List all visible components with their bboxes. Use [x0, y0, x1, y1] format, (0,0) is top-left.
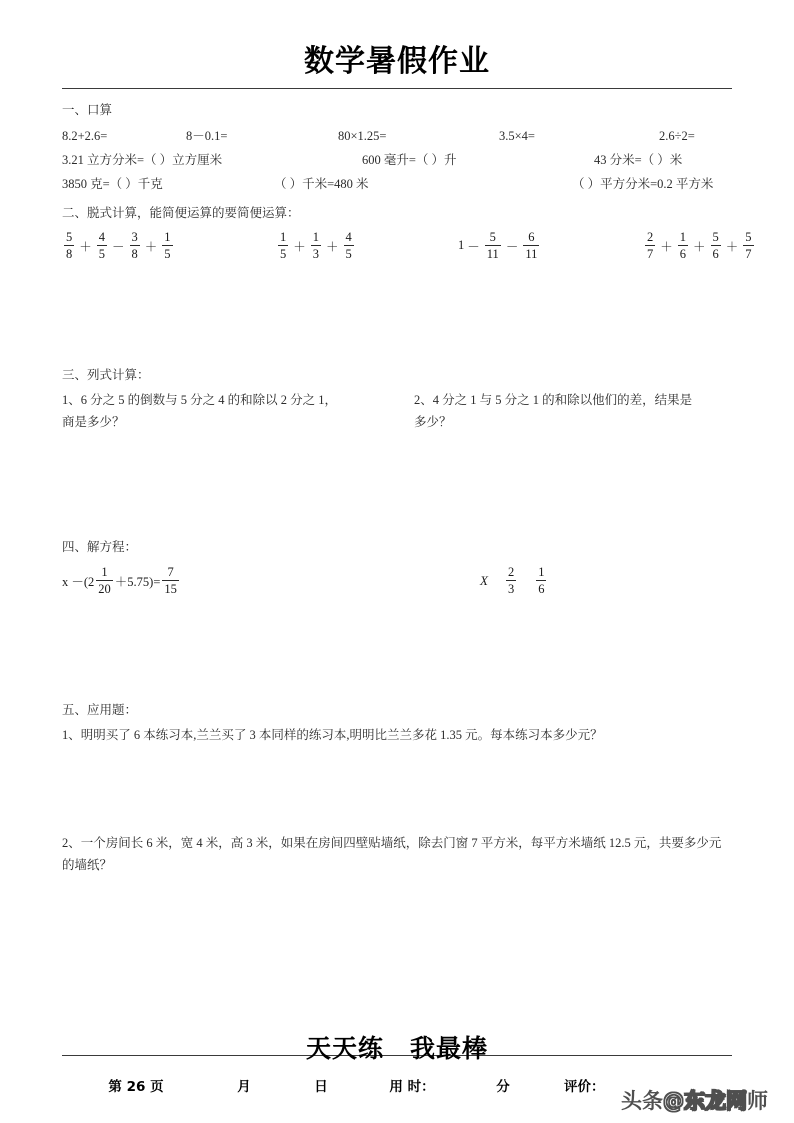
footer-slogan: [62, 1029, 732, 1065]
word-problem-2: 2、一个房间长 6 米，宽 4 米，高 3 米，如果在房间四壁贴墙纸，除去门窗 7 平方米，每平方米墙纸 12.5 元，共要多少元的墙纸？: [62, 836, 722, 872]
equation-2-fraction-2: [536, 565, 546, 596]
oral-item-2: 8－0.1=: [186, 129, 228, 143]
expr-1-op-2: ＋: [79, 239, 92, 254]
conversion-item-4: 3850 克=（ ）千克: [62, 176, 163, 191]
section3-q2-line1: 2、4 分之 1 与 5 分之 1 的和除以他们的差，结果是: [414, 393, 693, 408]
section3-question-1: [62, 390, 414, 433]
denominator: 5: [345, 247, 352, 262]
oral-item-5: 2.6÷2=: [659, 129, 695, 143]
footer-slogan-right: 我最棒: [410, 1034, 489, 1063]
numerator: 6: [523, 230, 539, 246]
answer-space-section3: [62, 433, 732, 537]
fraction-expressions-row: [62, 230, 752, 262]
numerator: 5: [745, 230, 752, 245]
denominator: 11: [486, 247, 499, 262]
expr-1-fraction-7: [162, 230, 172, 261]
section2-heading: 二、脱式计算，能简便运算的要简便运算：: [62, 206, 300, 221]
conversion-item-5: （ ）千米=480 米: [274, 176, 369, 191]
equation-1: [62, 565, 414, 596]
expr-2-fraction-5: [344, 230, 354, 261]
section3-questions: [62, 390, 732, 433]
numerator: 5: [66, 230, 73, 245]
section3-q2-line2: 多少？: [414, 414, 452, 429]
expr-3-plain-1: 1: [458, 238, 465, 253]
expr-2-fraction-3: [311, 230, 321, 261]
equation-1-mixed-fraction: [96, 565, 113, 596]
conversion-item-1: 3.21 立方分米=（ ）立方厘米: [62, 152, 223, 167]
equation-1-rhs-denominator: 15: [164, 582, 177, 597]
expr-3-op-4: －: [505, 239, 519, 254]
watermark: [621, 1085, 768, 1115]
numerator: 1: [164, 230, 171, 245]
denominator: 6: [679, 247, 687, 262]
denominator: 5: [280, 247, 287, 262]
watermark-at-icon: @: [663, 1089, 684, 1113]
numerator: 1: [312, 230, 320, 245]
watermark-prefix: 头条: [621, 1089, 663, 1113]
expr-1-fraction-1: [64, 230, 74, 261]
denominator: 3: [312, 247, 320, 262]
rating-label: 评价：: [564, 1079, 605, 1095]
section3-q1-line2: 商是多少？: [62, 414, 125, 429]
numerator: 4: [345, 230, 352, 245]
month-label: 月: [237, 1079, 251, 1095]
equation-2: [414, 565, 732, 596]
footer-banner: [62, 1029, 732, 1069]
denominator: 5: [164, 247, 171, 262]
expr-4-fraction-1: [645, 230, 655, 261]
word-problem-1: 1、明明买了 6 本练习本,兰兰买了 3 本同样的练习本,明明比兰兰多花 1.35 元。每本练习本多少元？: [62, 728, 603, 743]
numerator: 1: [280, 230, 287, 245]
numerator: 5: [485, 230, 501, 246]
expr-1-fraction-3: [97, 230, 107, 261]
expr-2-fraction-1: [278, 230, 288, 261]
denominator: 5: [98, 247, 106, 262]
expr-3-fraction-3: [485, 230, 501, 261]
equations-row: [62, 565, 732, 596]
section4-heading: 四、解方程：: [62, 540, 138, 555]
section3-q1-line1: 1、6 分之 5 的倒数与 5 分之 4 的和除以 2 分之 1，: [62, 393, 338, 408]
equation-1-lead: x －(2: [62, 574, 95, 589]
day-label: 日: [314, 1079, 328, 1095]
section3-heading: 三、列式计算：: [62, 368, 150, 383]
equation-1-rhs-fraction: [162, 565, 179, 596]
answer-space-problem1: [62, 747, 732, 833]
equation-1-mid: ＋5.75)=: [114, 574, 161, 589]
equation-2-fraction-2-denominator: 6: [538, 582, 545, 597]
oral-arithmetic-row: [62, 125, 732, 149]
equation-1-mixed-denominator: 20: [98, 582, 111, 597]
section1-heading: 一、口算: [62, 103, 113, 117]
denominator: 11: [525, 247, 538, 262]
equation-2-fraction-1-denominator: 3: [507, 582, 515, 597]
expr-4-fraction-5: [711, 230, 721, 261]
denominator: 8: [131, 247, 138, 262]
equation-1-rhs-numerator: 7: [162, 565, 179, 581]
oral-item-4: 3.5×4=: [499, 129, 535, 143]
conversion-item-6: （ ）平方分米=0.2 平方米: [572, 176, 714, 191]
expr-3-op-2: －: [467, 239, 480, 254]
unit-conversion-row-1: [62, 149, 732, 173]
page-title: 数学暑假作业: [304, 44, 490, 79]
denominator: 7: [745, 247, 752, 262]
expr-1-op-6: ＋: [144, 239, 158, 254]
equation-2-fraction-1: [506, 565, 516, 596]
answer-space-section2: [62, 261, 732, 365]
section5-heading: 五、应用题：: [62, 703, 138, 718]
equation-2-fraction-2-numerator: 1: [538, 565, 545, 580]
expr-2-op-2: ＋: [293, 239, 306, 254]
expr-4-op-6: ＋: [725, 239, 739, 254]
expr-1-op-4: －: [112, 239, 125, 254]
expr-4-fraction-3: [678, 230, 688, 261]
oral-item-3: 80×1.25=: [338, 129, 387, 143]
denominator: 6: [712, 247, 719, 262]
denominator: 8: [66, 247, 73, 262]
watermark-suffix: 师: [747, 1089, 768, 1113]
title-divider: [62, 88, 732, 89]
minute-label: 分: [496, 1079, 510, 1095]
fraction-expression-1: [62, 230, 276, 261]
footer-slogan-left: 天天练: [305, 1034, 384, 1063]
equation-2-variable: X: [480, 572, 488, 588]
expr-1-fraction-5: [130, 230, 140, 261]
oral-item-1: 8.2+2.6=: [62, 129, 108, 143]
answer-space-section4: [62, 596, 732, 700]
unit-conversion-row-2: [62, 173, 732, 197]
conversion-item-3: 43 分米=（ ）米: [594, 152, 683, 167]
expr-2-op-4: ＋: [326, 239, 339, 254]
expr-4-fraction-7: [743, 230, 753, 261]
watermark-brand: 东龙网: [684, 1089, 747, 1113]
expr-4-op-4: ＋: [693, 239, 706, 254]
numerator: 3: [131, 230, 138, 245]
page-number-label: 第 26 页: [108, 1079, 164, 1095]
fraction-expression-4: [643, 230, 756, 261]
equation-2-fraction-1-numerator: 2: [507, 565, 515, 580]
expr-3-fraction-5: [523, 230, 539, 261]
expr-4-op-2: ＋: [660, 239, 673, 254]
numerator: 5: [712, 230, 719, 245]
fraction-expression-2: [276, 230, 458, 261]
section3-question-2: [414, 390, 732, 433]
numerator: 4: [98, 230, 106, 245]
numerator: 1: [679, 230, 687, 245]
equation-1-mixed-numerator: 1: [96, 565, 113, 581]
time-used-label: 用 时：: [389, 1079, 435, 1095]
denominator: 7: [647, 247, 654, 262]
fraction-expression-3: [458, 230, 643, 261]
conversion-item-2: 600 毫升=（ ）升: [362, 152, 457, 167]
numerator: 2: [647, 230, 654, 245]
